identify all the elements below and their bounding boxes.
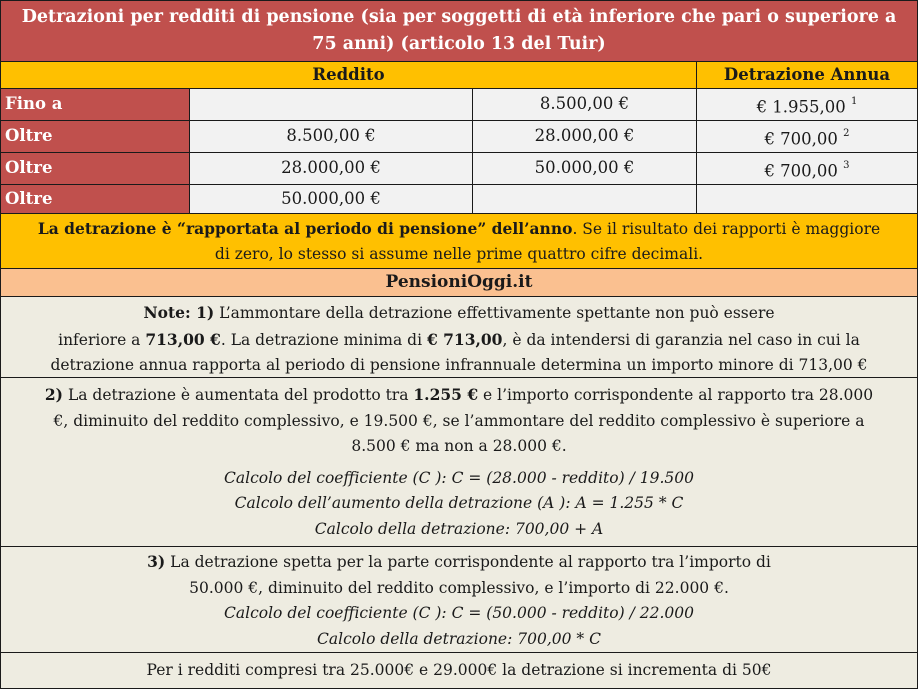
note-1-line-2e: , è da intendersi di garanzia nel caso in cui la [502, 330, 860, 349]
row-1-detrazione [697, 89, 917, 120]
note-2-amount: 1.255 € [413, 385, 479, 404]
row-1-label: Fino a [1, 89, 189, 120]
note-3-line-1: La detrazione spetta per la parte corrispondente al rapporto tra l’importo di [165, 553, 771, 571]
note-2-formula-1: Calcolo del coefficiente (C ): C = (28.000 - reddito) / 19.500 [224, 468, 694, 487]
header-reddito: Reddito [1, 62, 696, 88]
title-line-2: 75 anni) (articolo 13 del Tuir) [312, 34, 606, 54]
row-3-detrazione-value: € 700,00 [764, 161, 838, 181]
row-4-to [473, 185, 696, 213]
note-2-prefix: 2) [44, 385, 64, 404]
row-4-detrazione [697, 185, 917, 213]
row-3-to: 50.000,00 € [473, 153, 696, 184]
row-4-from: 50.000,00 € [190, 185, 472, 213]
note-2 [1, 378, 917, 546]
row-1-detrazione-value: € 1.955,00 [756, 97, 846, 117]
table-title [1, 1, 917, 61]
rapportata-bold: La detrazione è “rapportata al periodo di pensione” dell’anno [37, 219, 573, 238]
note-2-line-1a: La detrazione è aumentata del prodotto tra [63, 386, 414, 404]
note-3-formula-1: Calcolo del coefficiente (C ): C = (50.000 - reddito) / 22.000 [224, 604, 694, 622]
note-1-line-1: L’ammontare della detrazione effettivamente spettante non può essere [214, 304, 775, 322]
note-2-formula-2: Calcolo dell’aumento della detrazione (A ): A = 1.255 * C [234, 494, 684, 512]
note-1 [1, 297, 917, 377]
rapportata-rest-1: . Se il risultato dei rapporti è maggiore [572, 220, 881, 238]
note-2-line-1c: e l’importo corrispondente al rapporto tra 28.000 [478, 386, 874, 404]
row-3-detrazione [697, 153, 917, 184]
row-2-detrazione-value: € 700,00 [764, 129, 838, 149]
rapportata-note [1, 214, 917, 268]
note-1-min-amount: 713,00 € [145, 329, 221, 349]
note-3-line-2: 50.000 €, diminuito del reddito complessivo, e l’importo di 22.000 €. [189, 578, 729, 597]
header-detrazione: Detrazione Annua [697, 62, 917, 88]
note-1-min-deduction: € 713,00 [426, 329, 503, 349]
row-1-to: 8.500,00 € [473, 89, 696, 120]
note-1-line-2a: inferiore a [58, 330, 146, 349]
note-1-line-3: detrazione annua rapporta al periodo di pensione infrannuale determina un importo minore di 713,00 € [50, 356, 868, 374]
brand-label: PensioniOggi.it [1, 269, 917, 296]
row-2-detrazione [697, 121, 917, 152]
row-3-label: Oltre [1, 153, 189, 184]
row-2-label: Oltre [1, 121, 189, 152]
row-3-from: 28.000,00 € [190, 153, 472, 184]
note-3 [1, 547, 917, 652]
note-3-prefix: 3) [147, 552, 166, 571]
note-2-formula-3: Calcolo della detrazione: 700,00 + A [314, 519, 604, 538]
note-1-line-2c: . La detrazione minima di [220, 330, 427, 349]
note-1-prefix: Note: 1) [143, 303, 215, 322]
row-4-label: Oltre [1, 185, 189, 213]
row-1-from [190, 89, 472, 120]
row-2-to: 28.000,00 € [473, 121, 696, 152]
note-2-line-3: 8.500 € ma non a 28.000 €. [351, 437, 567, 455]
title-line-1: Detrazioni per redditi di pensione (sia per soggetti di età inferiore che pari o superiore a [21, 7, 897, 27]
rapportata-rest-2: di zero, lo stesso si assume nelle prime quattro cifre decimali. [214, 245, 704, 263]
row-3-note-ref: 3 [843, 160, 850, 171]
row-2-note-ref: 2 [843, 128, 850, 139]
note-3-formula-2: Calcolo della detrazione: 700,00 * C [317, 629, 601, 648]
note-2-line-2: €, diminuito del reddito complessivo, e 19.500 €, se l’ammontare del reddito complessivo è superiore a [53, 411, 865, 430]
footer-note: Per i redditi compresi tra 25.000€ e 29.000€ la detrazione si incrementa di 50€ [1, 653, 917, 688]
row-2-from: 8.500,00 € [190, 121, 472, 152]
row-1-note-ref: 1 [851, 96, 858, 107]
